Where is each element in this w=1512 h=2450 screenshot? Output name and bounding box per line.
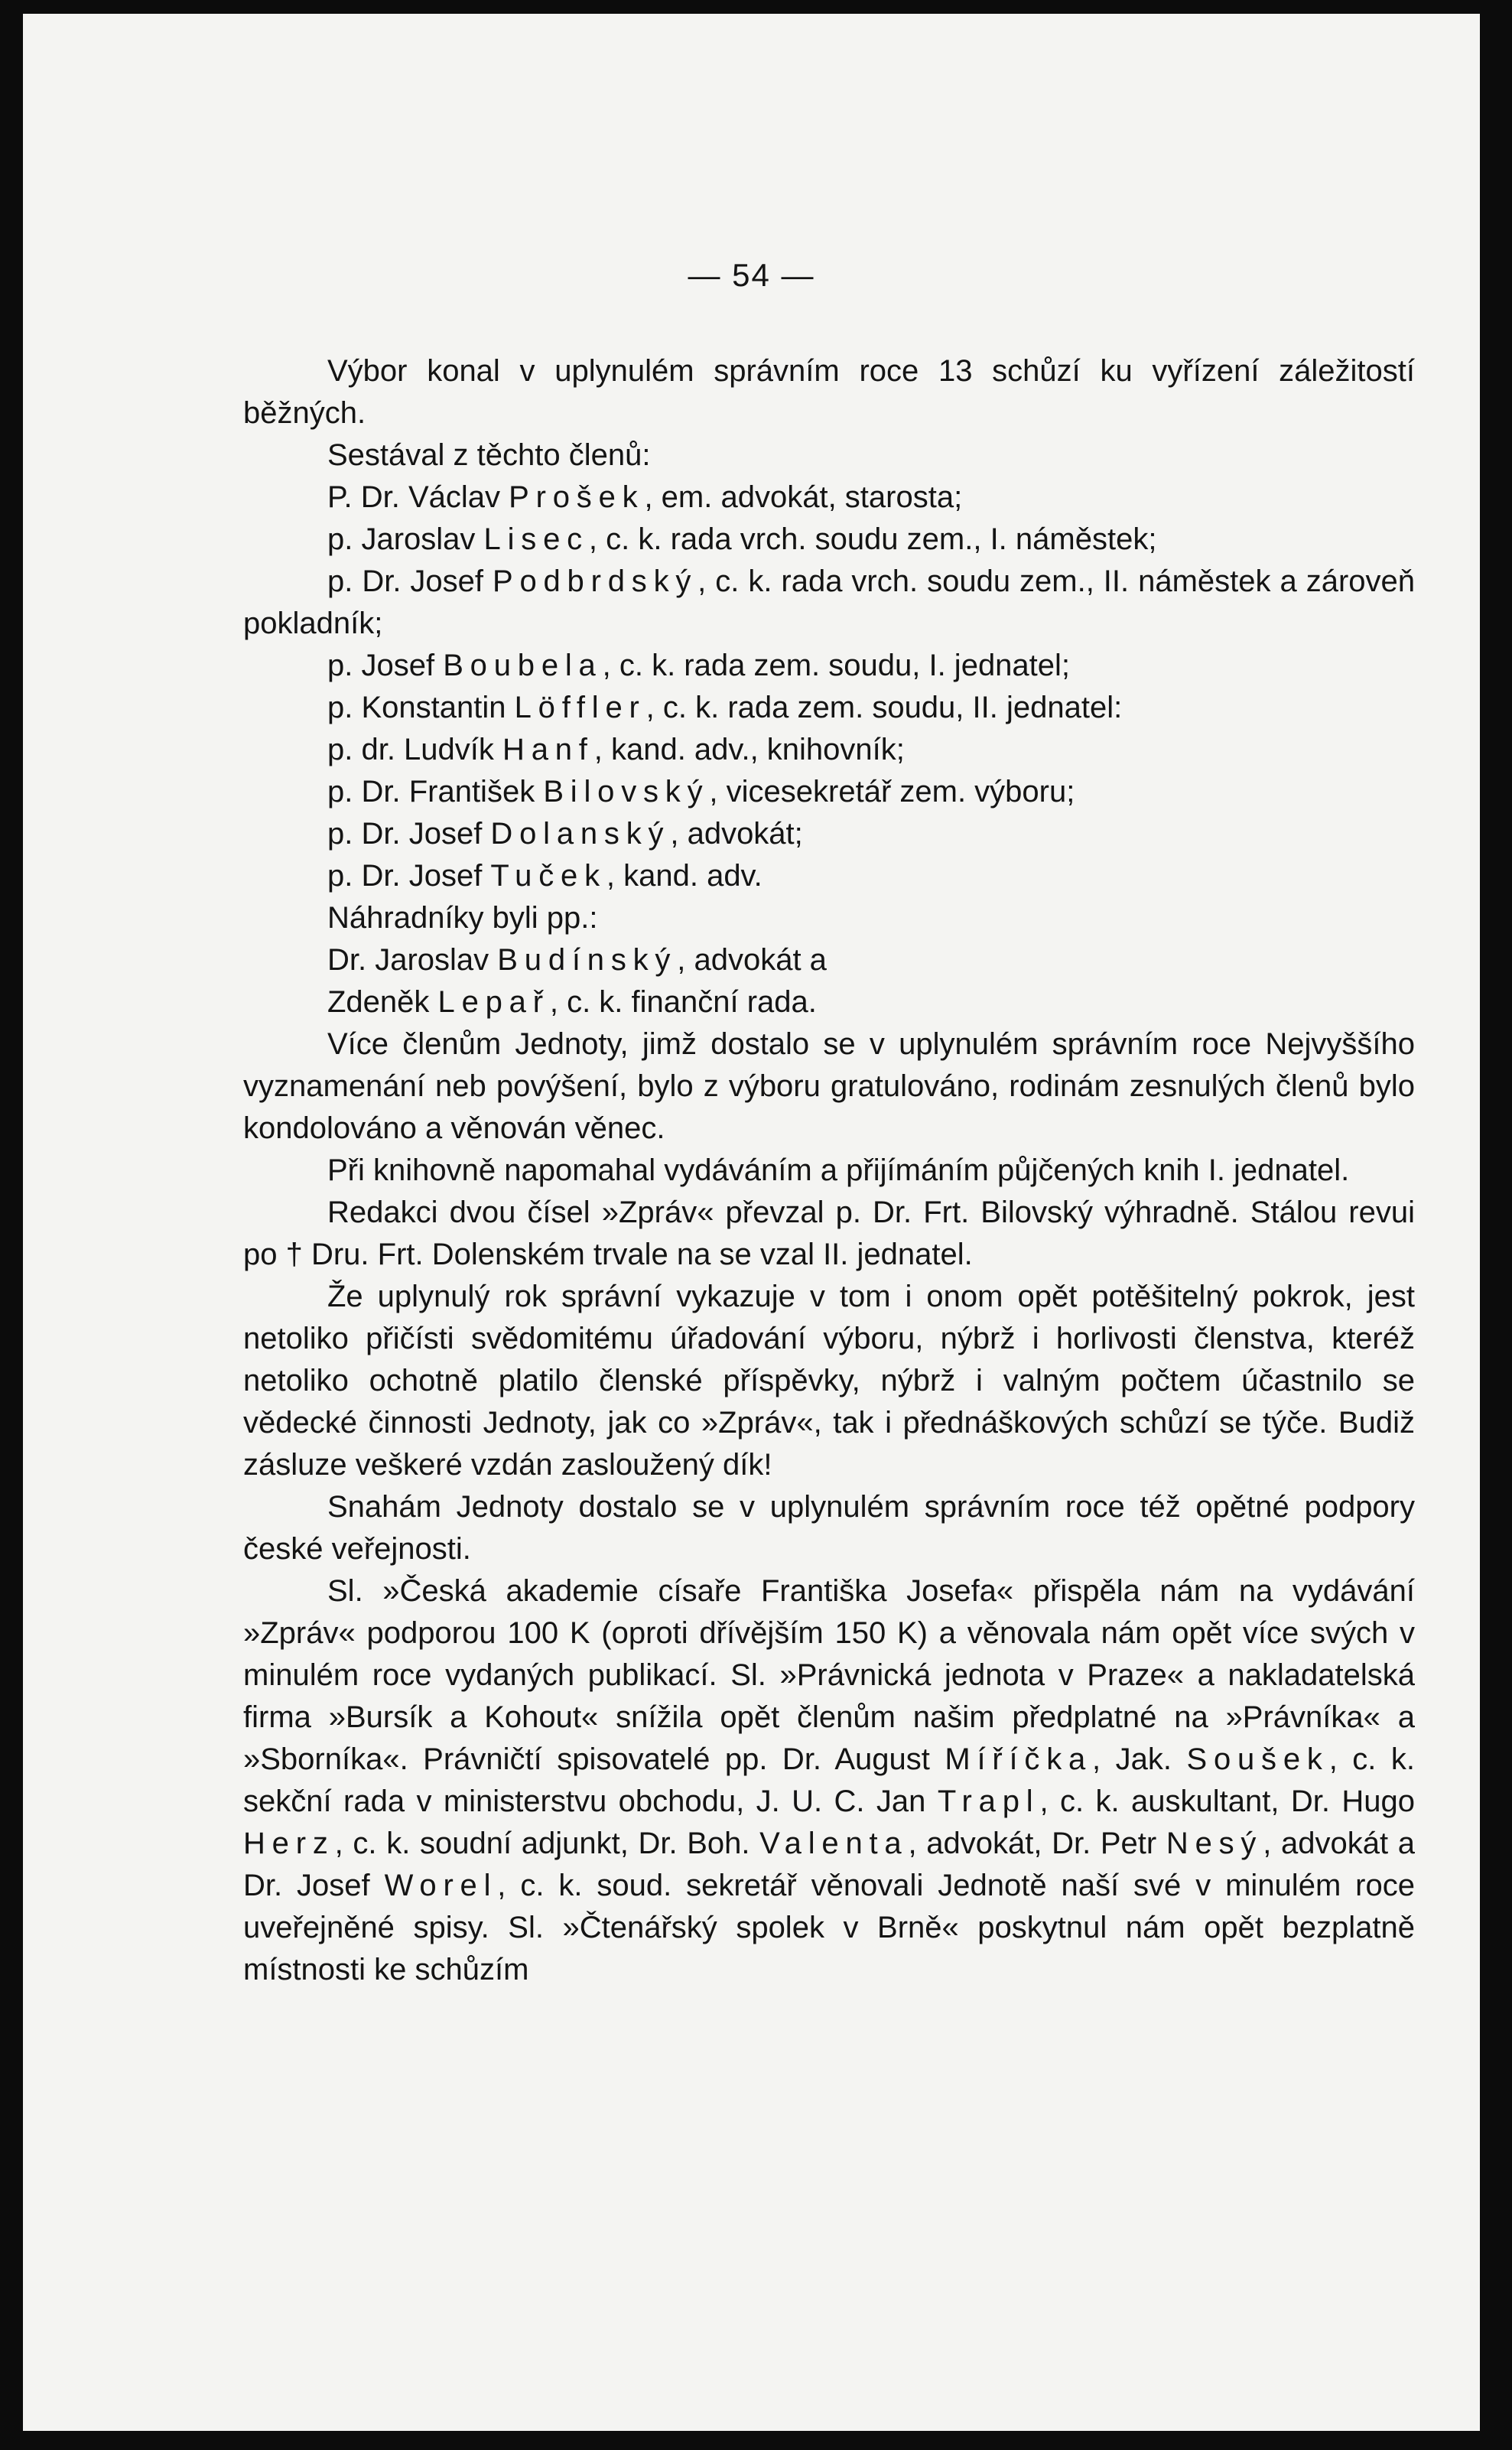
- page-number: — 54 —: [688, 257, 815, 293]
- member-entry: p. dr. Ludvík Hanf, kand. adv., knihovník;: [327, 733, 905, 766]
- member-entry: p. Josef Boubela, c. k. rada zem. soudu, I. jednatel;: [327, 649, 1071, 682]
- paragraph-library: Při knihovně napomahal vydáváním a přijímáním půjčených knih I. jednatel.: [327, 1153, 1350, 1187]
- member-entry: p. Dr. Josef Podbrdský, c. k. rada vrch. soudu zem., II. náměstek a zároveň pokladník;: [243, 565, 1416, 640]
- member-entry: p. Konstantin Löffler, c. k. rada zem. soudu, II. jednatel:: [327, 691, 1123, 724]
- paragraph-donations: Sl. »Česká akademie císaře Františka Josefa« přispěla nám na vydávání »Zpráv« podporou 100 K (oproti dřívějším 150 K) a věnovala nám opět více svých v minulém roce vydaných publikací. Sl. »Právnická jednota v Praze« a nakladatelská firma »Bursík a Kohout« snížila opět členům našim předplatné na »Právníka« a »Sborníka«. Právničtí spisovatelé pp. Dr. August Míříčka, Jak. Soušek, c. k. sekční rada v ministerstvu obchodu, J. U. C. Jan Trapl, c. k. auskultant, Dr. Hugo Herz, c. k. soudní adjunkt, Dr. Boh. Valenta, advokát, Dr. Petr Nesý, advokát a Dr. Josef Worel, c. k. soud. sekretář věnovali Jednotě naší své v minulém roce uveřejněné spisy. Sl. »Čtenářský spolek v Brně« poskytnul nám opět bezplatně místnosti ke schůzím: [243, 1574, 1415, 1986]
- member-entry: p. Dr. František Bilovský, vicesekretář zem. výboru;: [327, 775, 1075, 809]
- substitute-entry: Zdeněk Lepař, c. k. finanční rada.: [327, 985, 817, 1019]
- document-page: [23, 14, 1480, 2431]
- paragraph-support: Snahám Jednoty dostalo se v uplynulém správním roce též opětné podpory české veřejnosti.: [243, 1490, 1415, 1566]
- substitute-list: [243, 939, 1415, 1023]
- paragraph-editorial: Redakci dvou čísel »Zpráv« převzal p. Dr. Frt. Bilovský výhradně. Stálou revui po † Dru. Frt. Dolenském trvale na se vzal II. jednatel.: [243, 1196, 1415, 1271]
- page-body: [243, 350, 1415, 1991]
- paragraph-meetings: Výbor konal v uplynulém správním roce 13 schůzí ku vyřízení záležitostí běžných.: [243, 354, 1415, 430]
- member-entry: p. Jaroslav Lisec, c. k. rada vrch. soudu zem., I. náměstek;: [327, 522, 1157, 556]
- substitute-entry: Dr. Jaroslav Budínský, advokát a: [327, 943, 827, 977]
- members-intro: Sestával z těchto členů:: [327, 438, 651, 472]
- member-entry: P. Dr. Václav Prošek, em. advokát, starosta;: [327, 480, 963, 514]
- paragraph-progress: Že uplynulý rok správní vykazuje v tom i onom opět potěšitelný pokrok, jest netoliko přičísti svědomitému úřadování výboru, nýbrž i horlivosti členstva, kteréž netoliko ochotně platilo členské příspěvky, nýbrž i valným počtem účastnilo se vědecké činnosti Jednoty, jak co »Zpráv«, tak i přednáškových schůzí se týče. Budiž zásluze veškeré vzdán zasloužený dík!: [243, 1280, 1415, 1482]
- member-entry: p. Dr. Josef Tuček, kand. adv.: [327, 859, 763, 893]
- paragraph-congratulations: Více členům Jednoty, jimž dostalo se v uplynulém správním roce Nejvyššího vyznamenání neb povýšení, bylo z výboru gratulováno, rodinám zesnulých členů bylo kondolováno a věnován věnec.: [243, 1027, 1415, 1145]
- member-list: [243, 477, 1415, 897]
- member-entry: p. Dr. Josef Dolanský, advokát;: [327, 817, 803, 851]
- substitutes-heading: Náhradníky byli pp.:: [327, 901, 598, 935]
